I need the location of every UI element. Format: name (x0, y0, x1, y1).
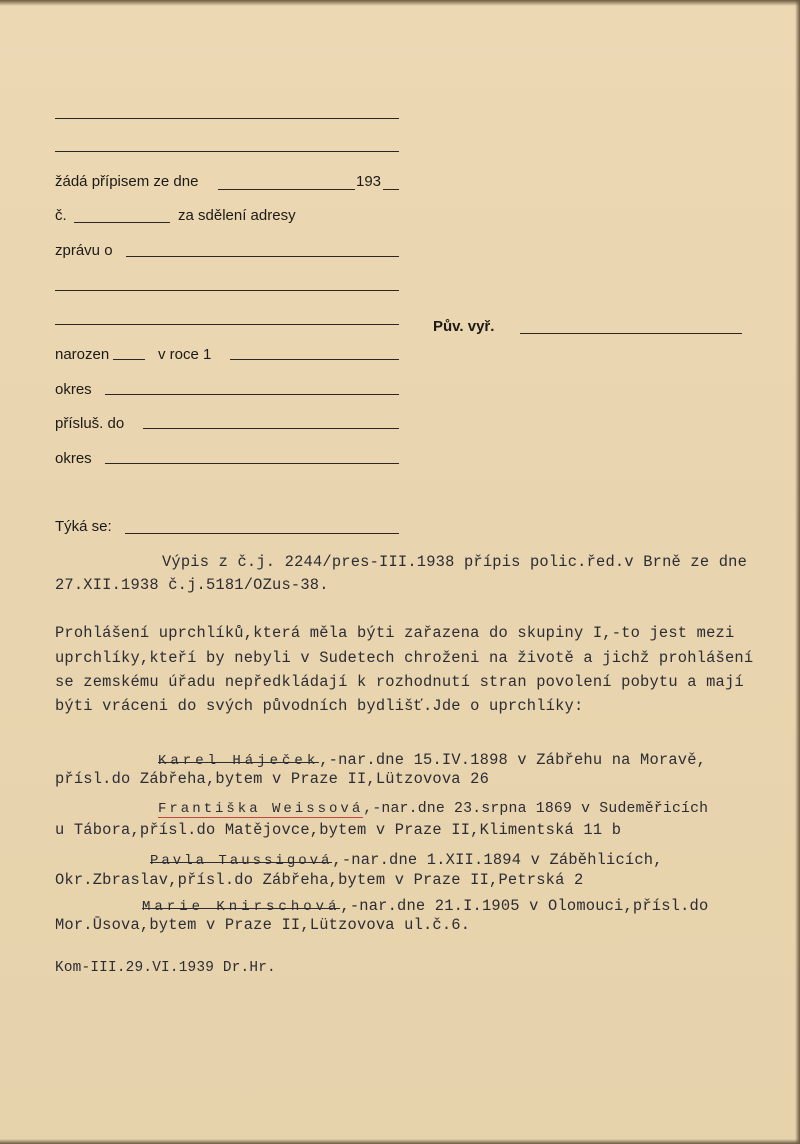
person-2-name: Františka Weissová (158, 801, 364, 817)
label-za-sdeleni: za sdělení adresy (178, 207, 296, 224)
person-4-line-1 (142, 897, 708, 915)
typed-line-2: 27.XII.1938 č.j.5181/OZus-38. (55, 576, 329, 594)
tyka-se-line (125, 533, 399, 534)
label-puv-vyr: Pův. vyř. (433, 318, 495, 335)
person-1-line-1 (158, 751, 706, 769)
blank-line-2 (55, 151, 399, 152)
typed-paragraph-line-3: se zemskému úřadu nepředkládají k rozhodnutí stran povolení pobytu a mají (55, 673, 744, 691)
cislo-line (74, 222, 170, 223)
person-3-line-1 (150, 851, 663, 869)
page-edge-right (795, 0, 800, 1144)
v-roce-line (230, 359, 399, 360)
label-narozen: narozen (55, 346, 110, 363)
person-2-details: ,-nar.dne 23.srpna 1869 v Sudeměřicích (363, 801, 709, 817)
okres-2-line (105, 463, 399, 464)
person-1-name: Karel Háječek (158, 753, 320, 769)
typed-line-1: Výpis z č.j. 2244/pres-III.1938 přípis polic.řed.v Brně ze dne (162, 553, 748, 571)
page-edge-top (0, 0, 800, 6)
label-year: 193 (356, 173, 382, 190)
person-2-line-1 (158, 801, 708, 817)
label-zada-pripisem: žádá přípisem ze dne (55, 173, 199, 190)
typed-paragraph-line-4: býti vráceni do svých původních bydlišť.Jde o uprchlíky: (55, 697, 584, 715)
year-line (383, 189, 399, 190)
label-zpravu: zprávu o (55, 242, 113, 259)
narozen-line (113, 359, 145, 360)
label-tyka-se: Týká se: (55, 518, 112, 535)
person-3-name: Pavla Taussigová (150, 853, 333, 869)
zpravu-line (126, 256, 399, 257)
person-3-details: ,-nar.dne 1.XII.1894 v Záběhlicích, (332, 851, 663, 869)
puv-vyr-line (520, 333, 742, 334)
typed-paragraph-line-1: Prohlášení uprchlíků,která měla býti zařazena do skupiny I,-to jest mezi (55, 624, 735, 642)
person-4-name: Marie Knirschová (142, 899, 341, 915)
person-4-details: ,-nar.dne 21.I.1905 v Olomouci,přísl.do (340, 897, 709, 915)
blank-line-4 (55, 324, 399, 325)
blank-line-3 (55, 290, 399, 291)
label-prislus-do: přísluš. do (55, 415, 125, 432)
prislus-line (143, 428, 399, 429)
date-line (218, 189, 355, 190)
footer-reference: Kom-III.29.VI.1939 Dr.Hr. (55, 960, 276, 976)
person-1-details: ,-nar.dne 15.IV.1898 v Zábřehu na Moravě, (319, 751, 707, 769)
label-okres-1: okres (55, 381, 92, 398)
label-okres-2: okres (55, 450, 92, 467)
okres-1-line (105, 394, 399, 395)
label-cislo: č. (55, 207, 67, 224)
typed-paragraph-line-2: uprchlíky,kteří by nebyli v Sudetech chroženi na životě a jichž prohlášení (55, 649, 754, 667)
person-3-line-2: Okr.Zbraslav,přísl.do Zábřeha,bytem v Praze II,Petrská 2 (55, 871, 584, 889)
person-1-line-2: přísl.do Zábřeha,bytem v Praze II,Lützovova 26 (55, 770, 490, 788)
person-2-line-2: u Tábora,přísl.do Matějovce,bytem v Praze II,Klimentská 11 b (55, 821, 622, 839)
page-edge-bottom (0, 1139, 800, 1144)
person-4-line-2: Mor.Ūsova,bytem v Praze II,Lützovova ul.č.6. (55, 916, 471, 934)
label-v-roce: v roce 1 (158, 346, 212, 363)
blank-line-1 (55, 118, 399, 119)
